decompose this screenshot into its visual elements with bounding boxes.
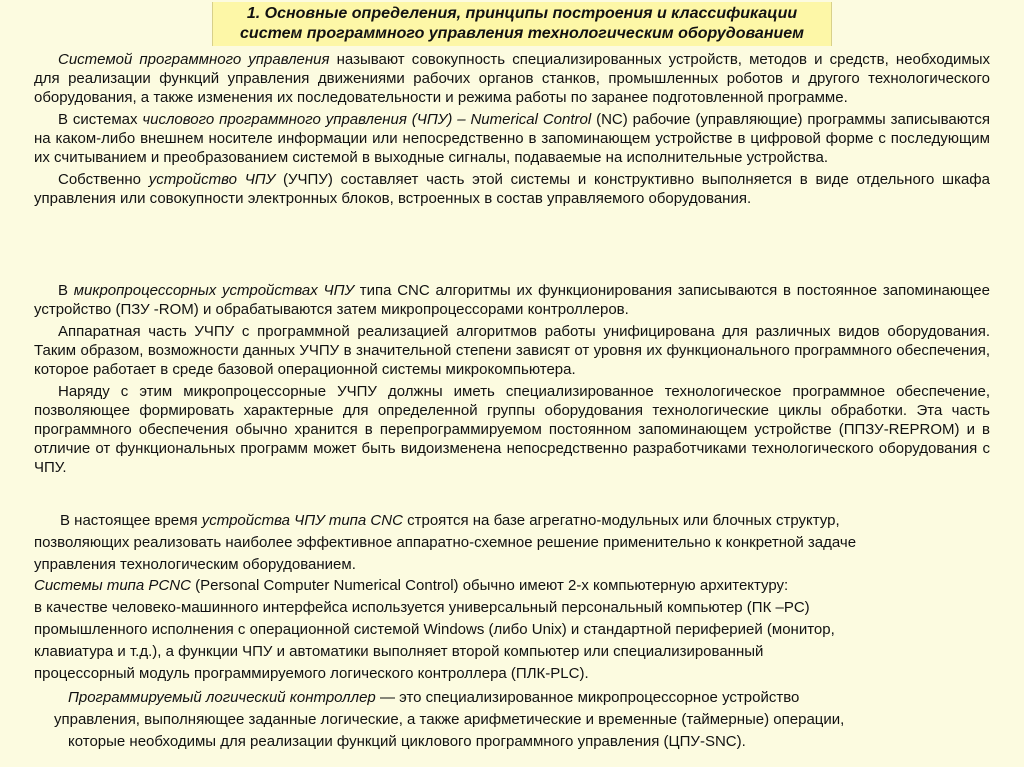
paragraph-cnc bbox=[34, 281, 990, 319]
line bbox=[48, 688, 988, 707]
paragraph-nc bbox=[34, 110, 990, 167]
term-pcnc: Системы типа PCNC bbox=[34, 577, 191, 594]
paragraph-text: В системах bbox=[58, 111, 143, 128]
term-nc: числового программного управления (ЧПУ) – Numerical Control bbox=[142, 111, 592, 128]
line bbox=[34, 576, 974, 595]
paragraph-uchpu bbox=[34, 170, 990, 208]
slide-title bbox=[212, 2, 832, 46]
line bbox=[34, 511, 974, 530]
term-uchpu: устройство ЧПУ bbox=[148, 171, 276, 188]
section-microprocessor bbox=[34, 281, 990, 477]
line: клавиатура и т.д.), а функции ЧПУ и автоматики выполняет второй компьютер или специализированный bbox=[34, 643, 764, 660]
title-line-1: 1. Основные определения, принципы построения и классификации bbox=[246, 5, 798, 22]
paragraph-text: называют совокупность специализированных устройств, методов и средств, необходимых для реализации функций управления движениями рабочих органов станков, промышленных роботов и другого технологического оборудования, а также изменения их последовательности и режима работы по заранее подготовленной программе. bbox=[34, 51, 990, 106]
paragraph-text: (NC) рабочие (управляющие) программы записываются на каком-либо внешнем носителе информации или непосредственно в запоминающем устройстве в цифровой форме с последующим их считыванием и преобразованием системой в выходные сигналы, подаваемые на исполнительные устройства. bbox=[34, 111, 990, 166]
line: управления, выполняющее заданные логические, а также арифметические и временные (таймерные) операции, bbox=[54, 711, 845, 728]
section-plc bbox=[48, 688, 988, 751]
section-pcnc bbox=[34, 576, 974, 683]
paragraph-text: строятся на базе агрегатно-модульных или блочных структур, bbox=[402, 512, 840, 529]
paragraph-text: (УЧПУ) составляет часть этой системы и конструктивно выполняется в виде отдельного шкафа управления или совокупности электронных блоков, встроенных в состав управляемого оборудования. bbox=[34, 171, 990, 207]
section-modular bbox=[34, 511, 974, 574]
line: которые необходимы для реализации функций циклового программного управления (ЦПУ-SNC). bbox=[68, 733, 746, 750]
paragraph-text: В настоящее время bbox=[60, 512, 202, 529]
line: управления технологическим оборудованием. bbox=[34, 556, 356, 573]
term-microprocessor-devices: микропроцессорных устройствах ЧПУ bbox=[73, 282, 355, 299]
paragraph-hardware: Аппаратная часть УЧПУ с программной реализацией алгоритмов работы унифицирована для различных видов оборудования. Таким образом, возможности данных УЧПУ в значительной степени зависят от уровня их функционального программного обеспечения, которое работает в среде базовой операционной системы микрокомпьютера. bbox=[34, 323, 990, 378]
line: процессорный модуль программируемого логического контроллера (ПЛК-PLC). bbox=[34, 665, 589, 682]
line: в качестве человеко-машинного интерфейса используется универсальный персональный компьютер (ПК –PC) bbox=[34, 599, 810, 616]
term-program-control-system: Системой программного управления bbox=[58, 51, 330, 68]
title-line-2: систем программного управления технологическим оборудованием bbox=[240, 25, 804, 42]
paragraph-program-control bbox=[34, 50, 990, 107]
term-plc: Программируемый логический контроллер bbox=[68, 689, 376, 706]
section-definitions bbox=[34, 50, 990, 208]
paragraph-software: Наряду с этим микропроцессорные УЧПУ должны иметь специализированное технологическое программное обеспечение, позволяющее формировать характерные для определенной группы оборудования технологические циклы обработки. Эта часть программного обеспечения обычно хранится в перепрограммируемом постоянном запоминающем устройстве (ППЗУ-REPROM) и в отличие от функциональных программ может быть видоизменена непосредственно разработчиками технологического оборудования с ЧПУ. bbox=[34, 383, 990, 476]
paragraph-text: — это специализированное микропроцессорное устройство bbox=[375, 689, 800, 706]
line: позволяющих реализовать наиболее эффективное аппаратно-схемное решение применительно к конкретной задаче bbox=[34, 534, 857, 551]
line: промышленного исполнения с операционной системой Windows (либо Unix) и стандартной периферией (монитор, bbox=[34, 621, 835, 638]
paragraph-text: В bbox=[58, 282, 74, 299]
paragraph-text: типа CNC алгоритмы их функционирования записываются в постоянное запоминающее устройство (ПЗУ -ROM) и обрабатываются затем микропроцессорами контроллеров. bbox=[34, 282, 990, 318]
paragraph-text: Собственно bbox=[58, 171, 149, 188]
term-cnc-devices: устройства ЧПУ типа CNC bbox=[201, 512, 403, 529]
paragraph-text: (Personal Computer Numerical Control) обычно имеют 2-х компьютерную архитектуру: bbox=[190, 577, 789, 594]
